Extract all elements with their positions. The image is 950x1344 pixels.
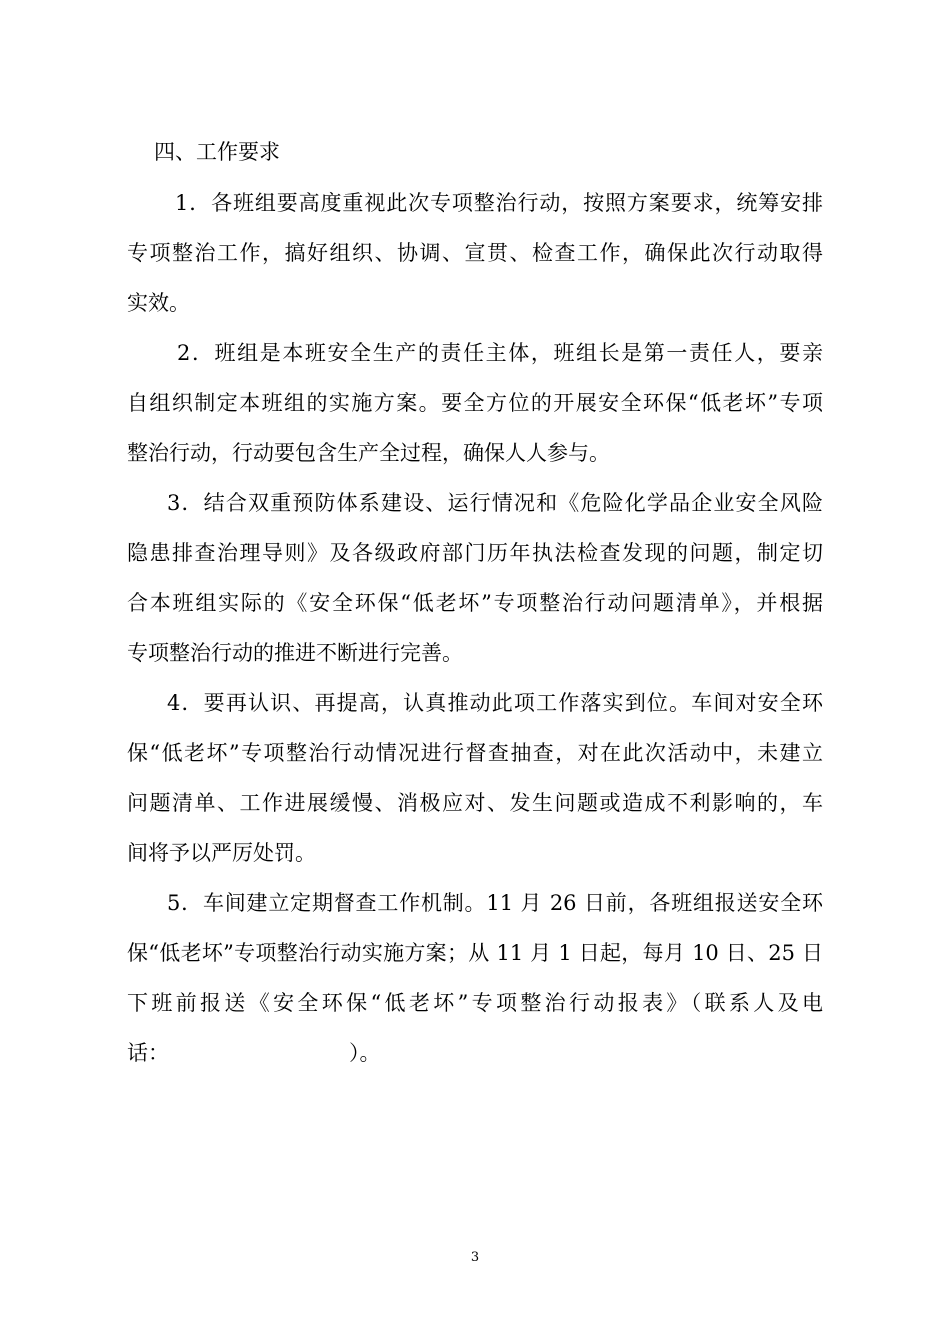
requirement-paragraph-2	[127, 328, 823, 478]
paragraph-3-line-3: 合本班组实际的《安全环保“低老坏”专项整治行动问题清单》，并根据	[127, 591, 823, 615]
paragraph-1-line-2: 专项整治工作，搞好组织、协调、宣贯、检查工作，确保此次行动取得	[127, 241, 823, 265]
paragraph-4-line-2: 保“低老坏”专项整治行动情况进行督查抽查，对在此次活动中，未建立	[127, 741, 823, 765]
contact-label: 话：	[127, 1041, 169, 1065]
page-number: 3	[470, 1250, 480, 1265]
paragraph-5-line-1: 5．车间建立定期督查工作机制。11 月 26 日前，各班组报送安全环	[167, 891, 823, 915]
paragraph-3-line-2: 隐患排查治理导则》及各级政府部门历年执法检查发现的问题，制定切	[127, 541, 823, 565]
paragraph-1-line-3: 实效。	[127, 291, 190, 315]
requirement-paragraph-4	[127, 678, 823, 878]
paragraph-5-line-3: 下班前报送《安全环保“低老坏”专项整治行动报表》（联系人及电	[127, 991, 823, 1015]
paragraph-3-line-1: 3．结合双重预防体系建设、运行情况和《危险化学品企业安全风险	[167, 491, 823, 515]
requirement-paragraph-1	[127, 178, 823, 328]
contact-close: ）。	[349, 1041, 381, 1065]
paragraph-2-line-2: 自组织制定本班组的实施方案。要全方位的开展安全环保“低老坏”专项	[127, 391, 823, 415]
section-heading: 四、工作要求	[154, 140, 280, 164]
requirement-paragraph-3	[127, 478, 823, 678]
paragraph-4-line-3: 问题清单、工作进展缓慢、消极应对、发生问题或造成不利影响的，车	[127, 791, 823, 815]
paragraph-4-line-1: 4．要再认识、再提高，认真推动此项工作落实到位。车间对安全环	[167, 691, 823, 715]
paragraph-5-line-2: 保“低老坏”专项整治行动实施方案；从 11 月 1 日起，每月 10 日、25 日	[127, 941, 823, 965]
paragraph-3-line-4: 专项整治行动的推进不断进行完善。	[127, 641, 463, 665]
requirement-paragraph-5	[127, 878, 823, 1078]
paragraph-2-line-3: 整治行动，行动要包含生产全过程，确保人人参与。	[127, 441, 610, 465]
paragraph-1-line-1: 1．各班组要高度重视此次专项整治行动，按照方案要求，统筹安排	[175, 191, 823, 215]
paragraph-2-line-1: 2．班组是本班安全生产的责任主体，班组长是第一责任人，要亲	[177, 341, 823, 365]
paragraph-4-line-4: 间将予以严厉处罚。	[127, 841, 316, 865]
paragraph-5-line-4	[127, 1028, 823, 1078]
